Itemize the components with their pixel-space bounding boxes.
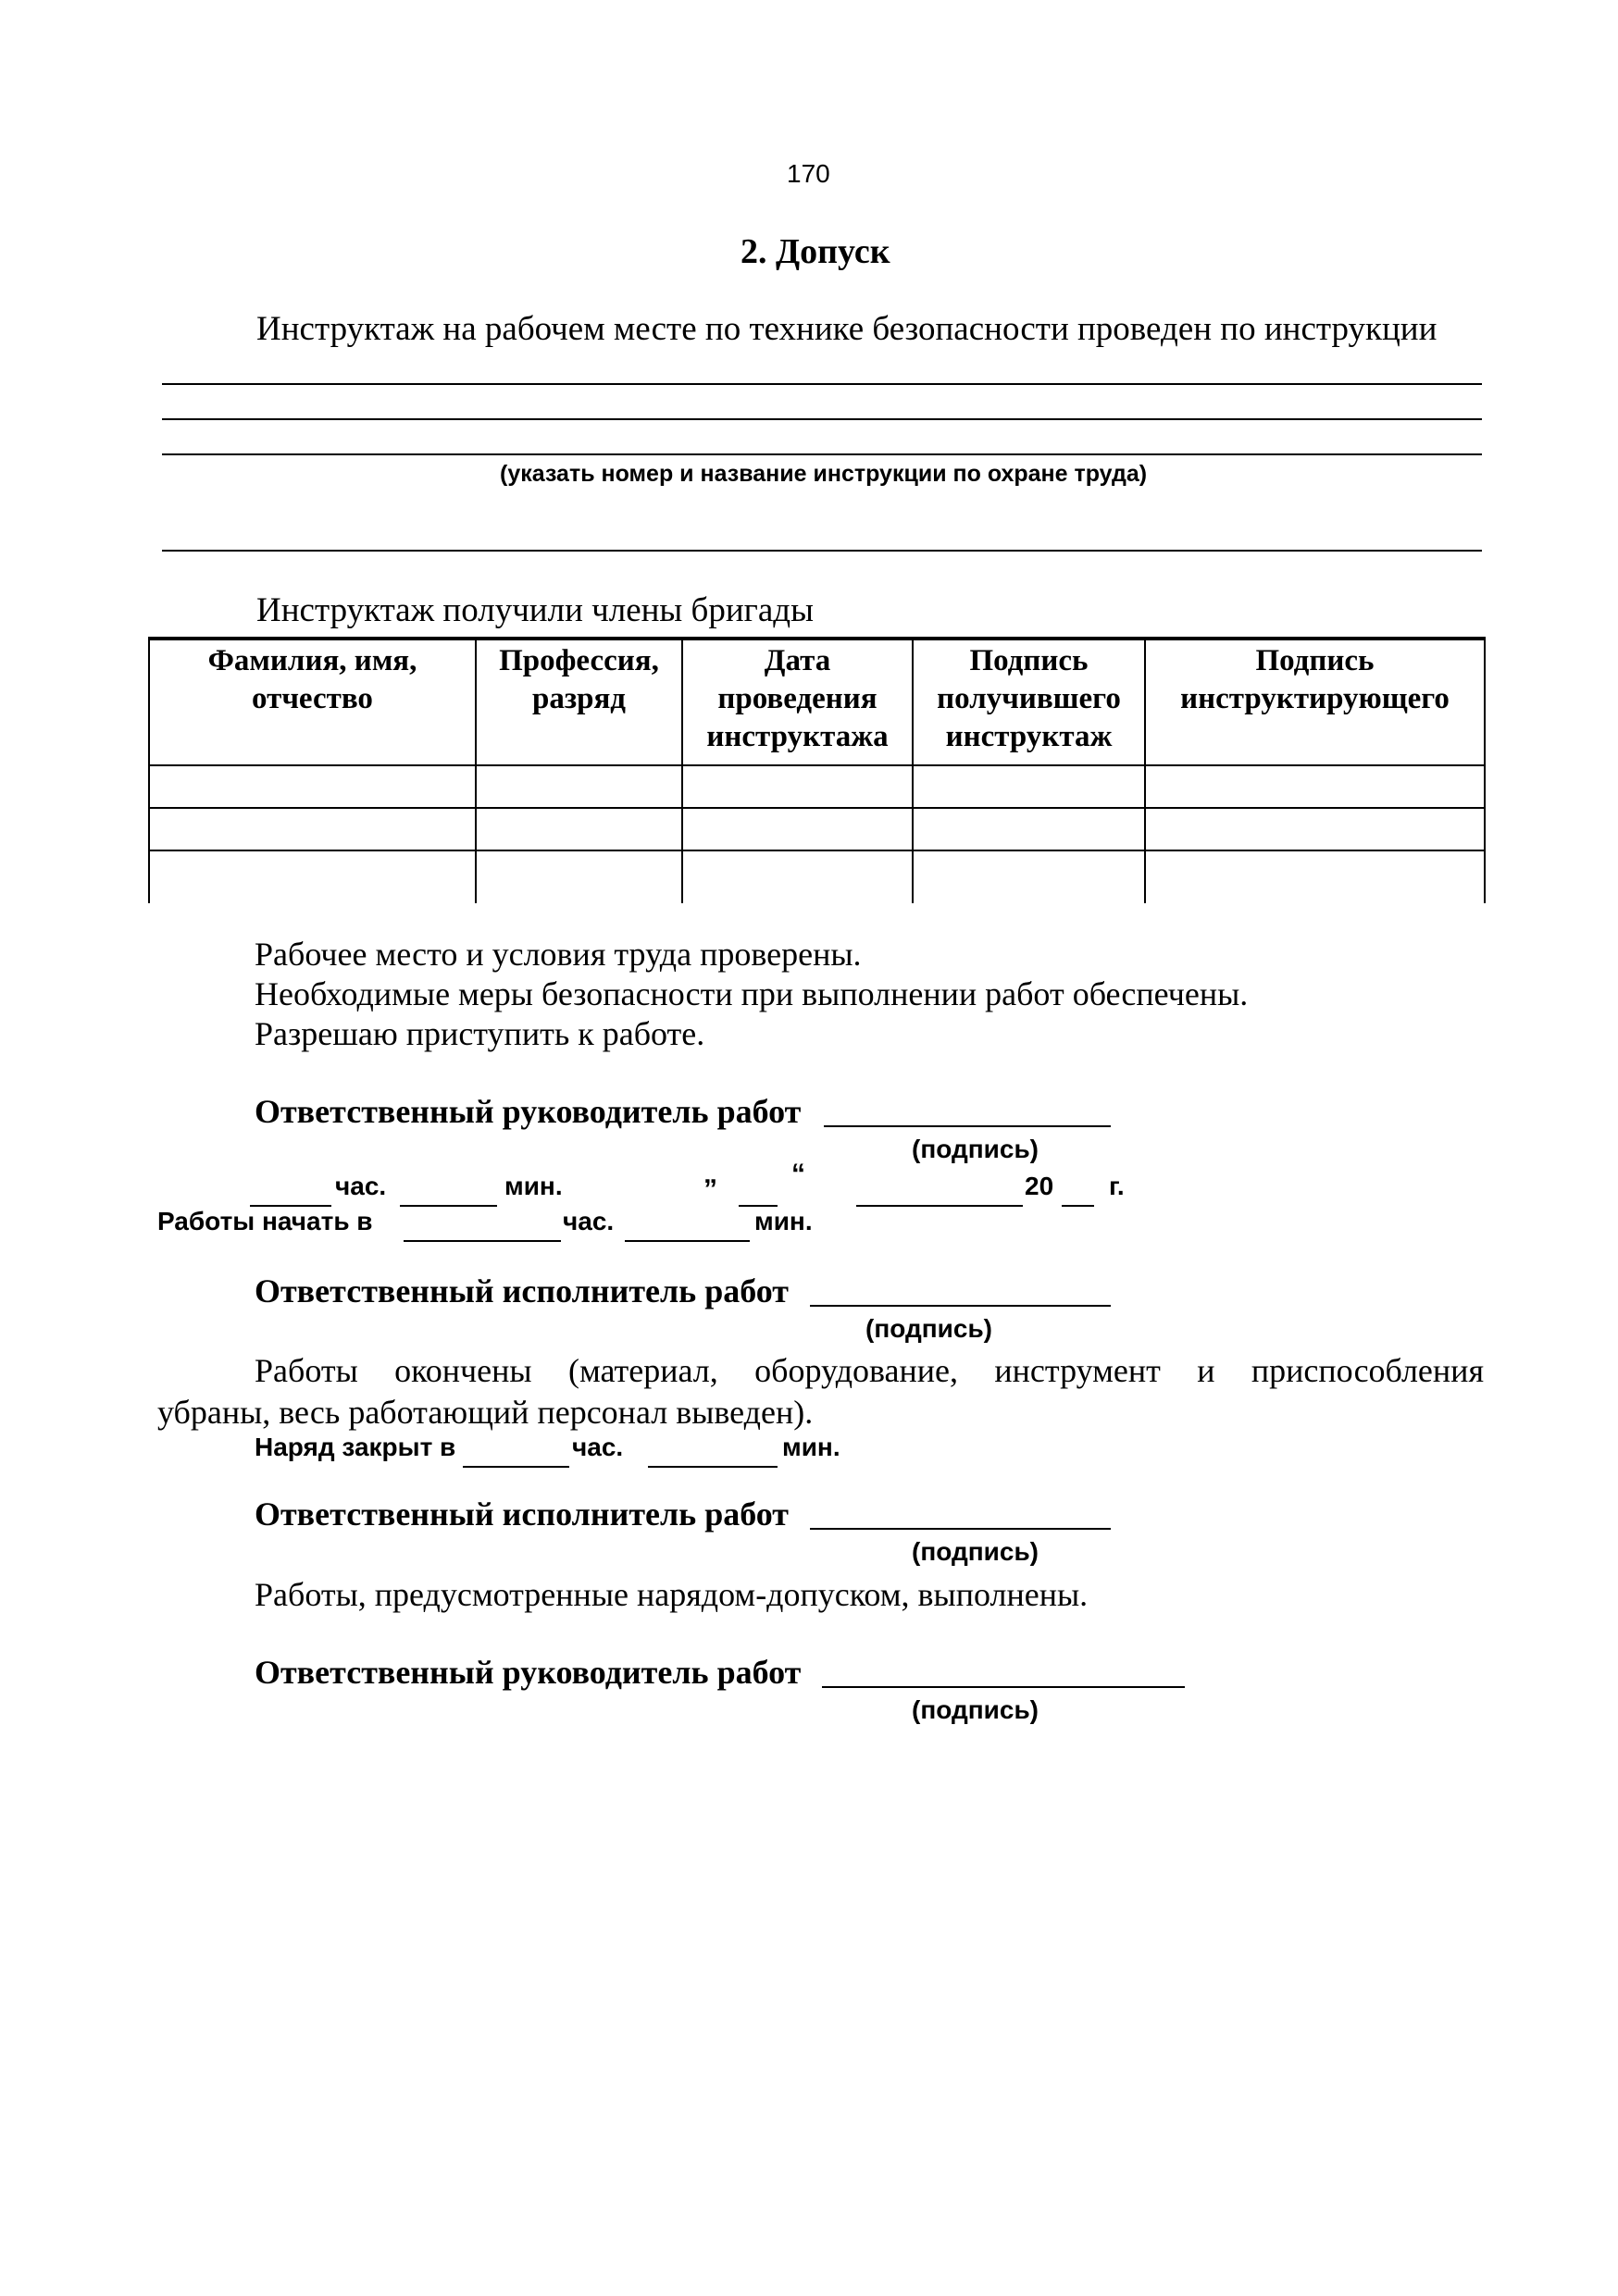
closed-hours-blank[interactable]: [463, 1466, 569, 1468]
start-minutes-blank[interactable]: [625, 1240, 750, 1242]
table-cell[interactable]: [476, 765, 682, 808]
signature-caption-4: (подпись): [912, 1695, 1039, 1724]
completed-text-line1: Работы окончены (материал, оборудование, инструмент и приспособления: [255, 1352, 1484, 1389]
year-blank[interactable]: [1062, 1205, 1094, 1207]
manager-label-1: Ответственный руководитель работ: [255, 1093, 802, 1130]
done-text: Работы, предусмотренные нарядом-допуском, выполнены.: [255, 1576, 1089, 1613]
start-hours-blank[interactable]: [404, 1240, 561, 1242]
table-cell[interactable]: [149, 850, 476, 903]
manager-signature-line-1[interactable]: [824, 1125, 1111, 1127]
minutes-label: мин.: [504, 1172, 563, 1200]
table-cell[interactable]: [1145, 765, 1485, 808]
table-row: [149, 808, 1485, 850]
instruction-note: (указать номер и название инструкции по охране труда): [500, 461, 1148, 487]
executor-label-1: Ответственный исполнитель работ: [255, 1272, 789, 1309]
table-cell[interactable]: [682, 808, 913, 850]
executor-signature-line-1[interactable]: [810, 1305, 1111, 1307]
signature-caption-2: (подпись): [865, 1314, 992, 1343]
manager-signature-line-2[interactable]: [822, 1686, 1185, 1688]
month-blank[interactable]: [856, 1205, 1023, 1207]
brigade-table: [148, 637, 1486, 903]
table-cell[interactable]: [1145, 850, 1485, 903]
statement-workplace: Рабочее место и условия труда проверены.: [255, 936, 862, 973]
table-cell[interactable]: [149, 808, 476, 850]
members-caption: Инструктаж получили члены бригады: [256, 591, 814, 629]
header-signature-instructor: Подпись инструктирующего: [1145, 639, 1485, 765]
signature-caption-1: (подпись): [912, 1135, 1039, 1163]
year-suffix: г.: [1109, 1172, 1125, 1200]
header-signature-received: Подпись получившего инструктаж: [913, 639, 1145, 765]
instruction-blank-3[interactable]: [162, 453, 1482, 455]
year-prefix: 20: [1025, 1172, 1054, 1200]
table-row: [149, 765, 1485, 808]
table-cell[interactable]: [476, 850, 682, 903]
table-cell[interactable]: [149, 765, 476, 808]
minutes-blank[interactable]: [400, 1205, 497, 1207]
section-title: 2. Допуск: [741, 232, 890, 271]
instruction-blank-2[interactable]: [162, 418, 1482, 420]
header-profession: Профессия, разряд: [476, 639, 682, 765]
hours-label: час.: [335, 1172, 387, 1200]
header-date: Дата проведения инструктажа: [682, 639, 913, 765]
page-number: 170: [787, 159, 830, 188]
executor-label-2: Ответственный исполнитель работ: [255, 1496, 789, 1533]
completed-text-line2: убраны, весь работающий персонал выведен).: [157, 1394, 814, 1431]
table-cell[interactable]: [682, 850, 913, 903]
table-cell[interactable]: [913, 765, 1145, 808]
instruction-blank-4[interactable]: [162, 550, 1482, 552]
start-hours-label: час.: [563, 1207, 615, 1235]
closed-hours-label: час.: [572, 1433, 624, 1461]
table-row: [149, 850, 1485, 903]
instruction-text: Инструктаж на рабочем месте по технике безопасности проведен по инструкции: [256, 310, 1438, 348]
instruction-blank-1[interactable]: [162, 383, 1482, 385]
table-cell[interactable]: [682, 765, 913, 808]
closed-minutes-blank[interactable]: [648, 1466, 778, 1468]
table-cell[interactable]: [1145, 808, 1485, 850]
closed-minutes-label: мин.: [782, 1433, 840, 1461]
manager-label-2: Ответственный руководитель работ: [255, 1654, 802, 1691]
start-minutes-label: мин.: [754, 1207, 813, 1235]
table-cell[interactable]: [476, 808, 682, 850]
closed-label: Наряд закрыт в: [255, 1433, 456, 1461]
signature-caption-3: (подпись): [912, 1537, 1039, 1566]
start-label: Работы начать в: [157, 1207, 373, 1235]
quote-open: „: [703, 1159, 717, 1189]
statement-safety: Необходимые меры безопасности при выполнении работ обеспечены.: [255, 975, 1249, 1012]
table-cell[interactable]: [913, 808, 1145, 850]
table-cell[interactable]: [913, 850, 1145, 903]
executor-signature-line-2[interactable]: [810, 1528, 1111, 1530]
header-fio: Фамилия, имя, отчество: [149, 639, 476, 765]
statement-permit: Разрешаю приступить к работе.: [255, 1015, 705, 1052]
quote-close: “: [791, 1159, 805, 1189]
table-header-row: [149, 639, 1485, 765]
